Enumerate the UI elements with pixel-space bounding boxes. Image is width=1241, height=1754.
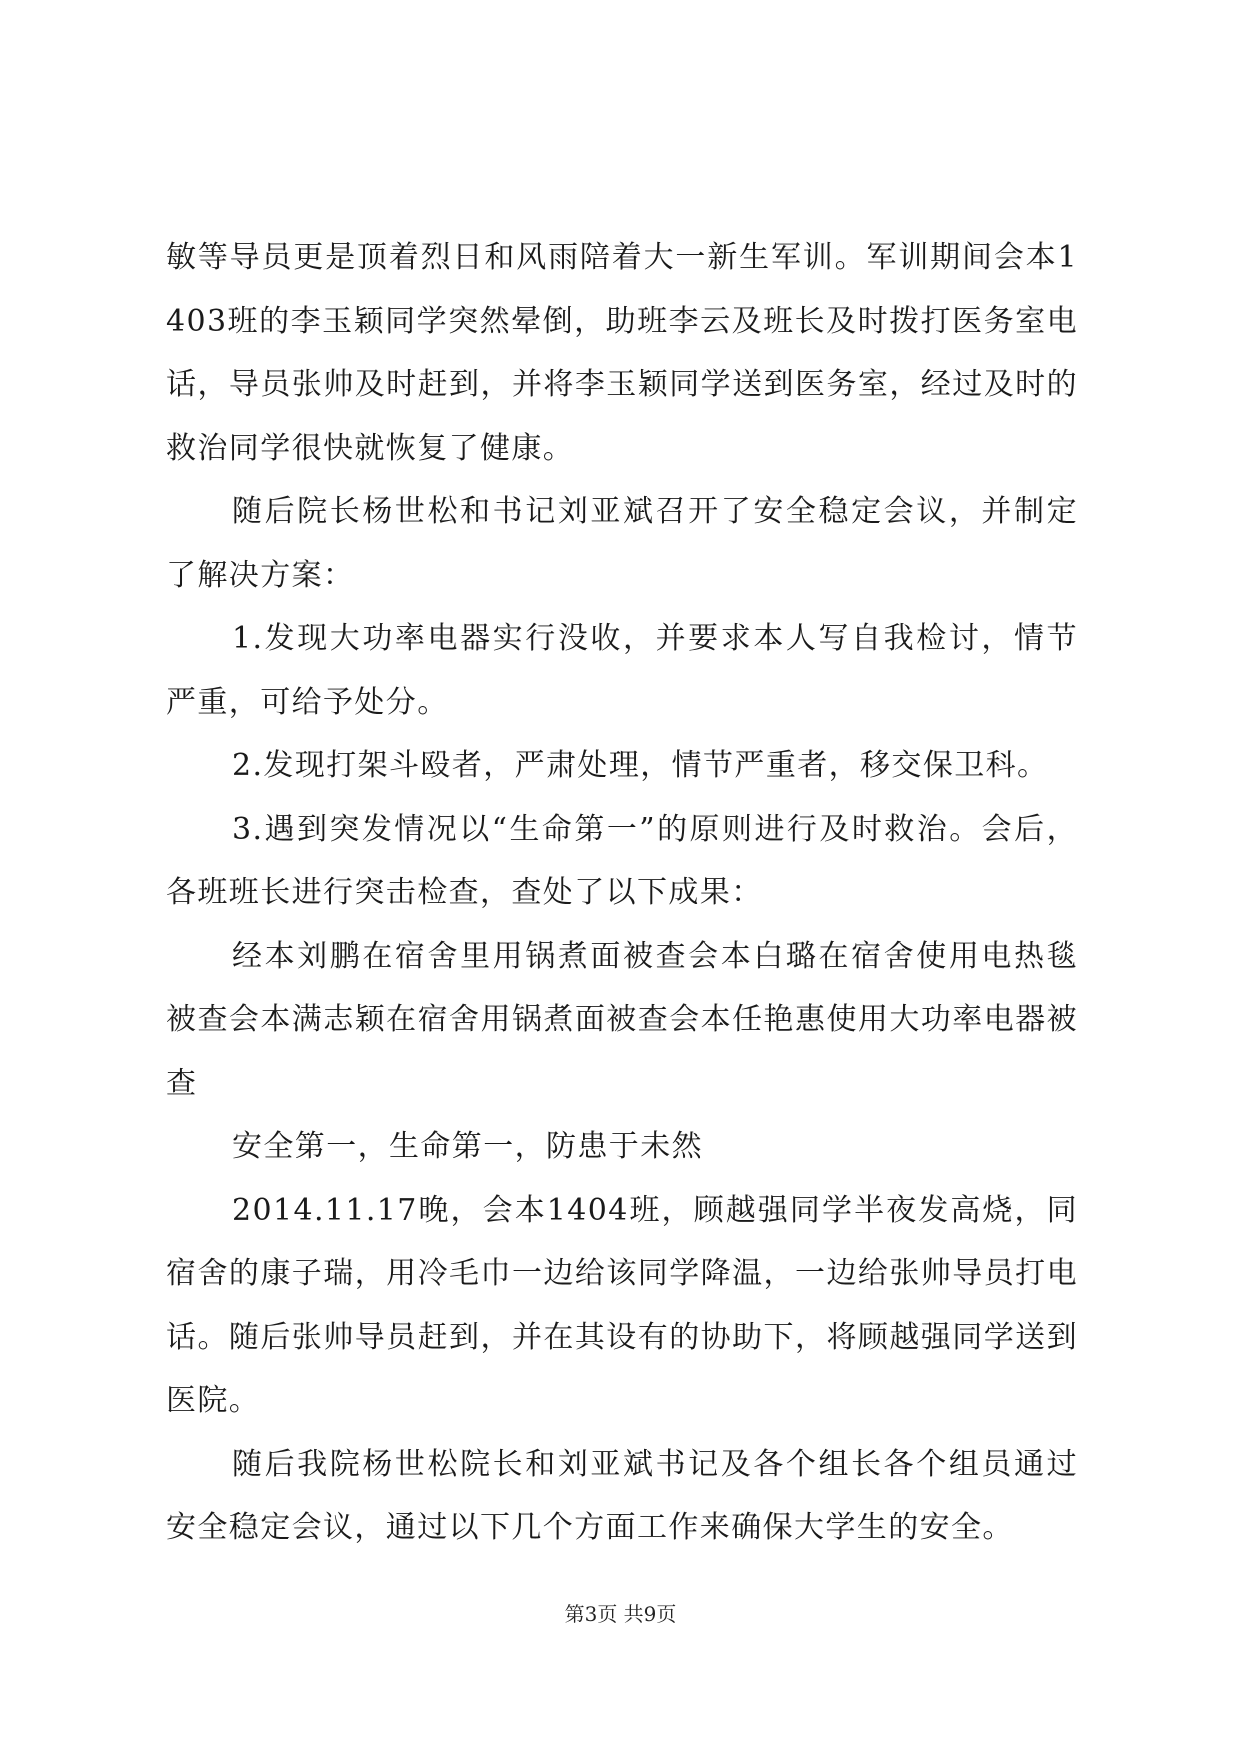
document-body xyxy=(166,226,1078,1560)
paragraph-incident: 2014.11.17晚，会本1404班，顾越强同学半夜发高烧，同宿舍的康子瑞，用冷毛巾一边给该同学降温，一边给张帅导员打电话。随后张帅导员赶到，并在其设有的协助下，将顾越强同学送到医院。 xyxy=(166,1192,1078,1418)
page-number-footer: 第3页 共9页 xyxy=(564,1602,677,1626)
list-item-1: 1.发现大功率电器实行没收，并要求本人写自我检讨，情节严重，可给予处分。 xyxy=(166,621,1078,720)
paragraph-closing: 随后我院杨世松院长和刘亚斌书记及各个组长各个组员通过安全稳定会议，通过以下几个方面工作来确保大学生的安全。 xyxy=(166,1446,1078,1545)
paragraph-inspection-results: 经本刘鹏在宿舍里用锅煮面被查会本白璐在宿舍使用电热毯被查会本满志颖在宿舍用锅煮面被查会本任艳惠使用大功率电器被查 xyxy=(166,938,1078,1101)
list-item-2: 2.发现打架斗殴者，严肃处理，情节严重者，移交保卫科。 xyxy=(232,748,1049,783)
list-item-3: 3.遇到突发情况以“生命第一”的原则进行及时救治。会后，各班班长进行突击检查，查处了以下成果： xyxy=(166,811,1078,910)
paragraph-continued: 敏等导员更是顶着烈日和风雨陪着大一新生军训。军训期间会本1403班的李玉颖同学突然晕倒，助班李云及班长及时拨打医务室电话，导员张帅及时赶到，并将李玉颖同学送到医务室，经过及时的救治同学很快就恢复了健康。 xyxy=(166,240,1078,466)
section-heading: 安全第一，生命第一，防患于未然 xyxy=(232,1129,703,1164)
paragraph-meeting: 随后院长杨世松和书记刘亚斌召开了安全稳定会议，并制定了解决方案： xyxy=(166,494,1078,593)
